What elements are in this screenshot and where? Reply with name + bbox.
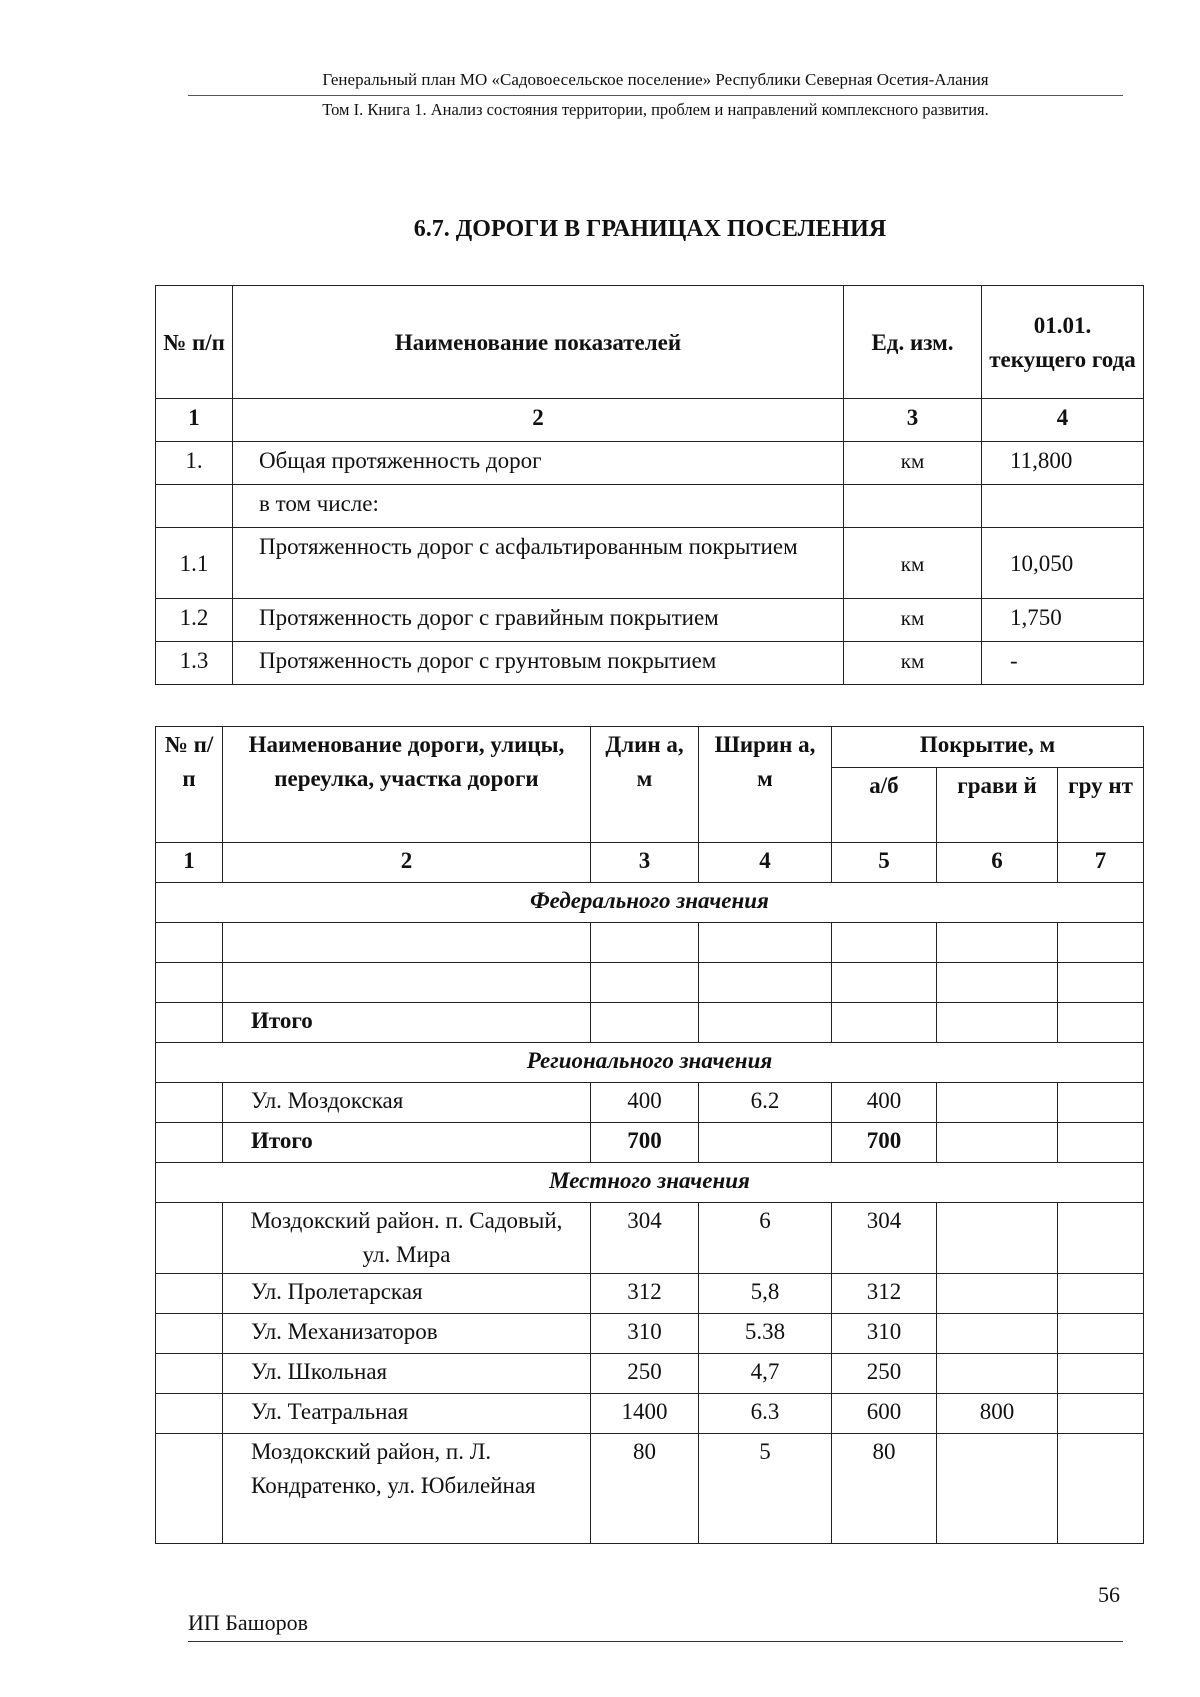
road-asphalt: 250 — [832, 1354, 937, 1394]
road-length: 304 — [591, 1203, 699, 1274]
table-row — [156, 923, 1144, 963]
colnum: 1 — [156, 399, 233, 442]
road-asphalt: 80 — [832, 1434, 937, 1544]
header-divider — [188, 95, 1123, 96]
row-name: Протяженность дорог с грунтовым покрытием — [233, 642, 844, 685]
row-value: 11,800 — [982, 442, 1144, 485]
table-row — [156, 599, 1144, 642]
page-number: 56 — [1098, 1582, 1120, 1607]
table-row — [156, 963, 1144, 1003]
road-asphalt: 600 — [832, 1394, 937, 1434]
road-width: 6 — [699, 1203, 832, 1274]
road-name: Ул. Пролетарская — [223, 1274, 591, 1314]
header-length: Длин а, м — [591, 727, 699, 843]
road-gravel — [937, 1434, 1058, 1544]
road-asphalt: 400 — [832, 1083, 937, 1123]
colnum: 5 — [832, 843, 937, 883]
row-num: 1. — [156, 442, 233, 485]
row-value: 10,050 — [982, 528, 1144, 599]
table-row — [156, 1083, 1144, 1123]
colnum: 6 — [937, 843, 1058, 883]
row-value: 1,750 — [982, 599, 1144, 642]
road-length: 80 — [591, 1434, 699, 1544]
row-unit: км — [844, 642, 982, 685]
table-row — [156, 1394, 1144, 1434]
row-unit: км — [844, 442, 982, 485]
road-asphalt: 312 — [832, 1274, 937, 1314]
row-num: 1.2 — [156, 599, 233, 642]
header-gravel: грави й — [937, 768, 1058, 843]
row-name: Протяженность дорог с гравийным покрытием — [233, 599, 844, 642]
total-asphalt: 700 — [832, 1123, 937, 1163]
road-name: Ул. Механизаторов — [223, 1314, 591, 1354]
section-row-local — [156, 1163, 1144, 1203]
colnum: 3 — [591, 843, 699, 883]
header-num: № п/п — [156, 286, 233, 399]
footer-divider — [188, 1641, 1123, 1642]
table-row — [156, 1434, 1144, 1544]
table-row — [156, 642, 1144, 685]
header-num: № п/ п — [156, 727, 223, 843]
table-row — [156, 442, 1144, 485]
road-name: Ул. Школьная — [223, 1354, 591, 1394]
row-name: Общая протяженность дорог — [233, 442, 844, 485]
road-gravel — [937, 1083, 1058, 1123]
road-length: 1400 — [591, 1394, 699, 1434]
column-number-row — [156, 399, 1144, 442]
row-value — [982, 485, 1144, 528]
road-ground — [1058, 1394, 1144, 1434]
header-name: Наименование дороги, улицы, переулка, участка дороги — [223, 727, 591, 843]
road-indicators-table — [155, 285, 1144, 685]
road-width: 5.38 — [699, 1314, 832, 1354]
total-row — [156, 1123, 1144, 1163]
road-gravel — [937, 1314, 1058, 1354]
road-width: 6.3 — [699, 1394, 832, 1434]
header-width: Ширин а, м — [699, 727, 832, 843]
header-date: 01.01. текущего года — [982, 286, 1144, 399]
row-name: в том числе: — [233, 485, 844, 528]
row-num: 1.1 — [156, 528, 233, 599]
road-ground — [1058, 1354, 1144, 1394]
header-asphalt: а/б — [832, 768, 937, 843]
colnum: 2 — [233, 399, 844, 442]
table-row — [156, 1203, 1144, 1274]
column-number-row — [156, 843, 1144, 883]
total-row — [156, 1003, 1144, 1043]
total-label: Итого — [223, 1003, 591, 1043]
header-unit: Ед. изм. — [844, 286, 982, 399]
road-name: Моздокский район. п. Садовый, ул. Мира — [223, 1203, 591, 1274]
total-length: 700 — [591, 1123, 699, 1163]
road-name: Моздокский район, п. Л. Кондратенко, ул. Юбилейная — [223, 1434, 591, 1544]
road-name: Ул. Театральная — [223, 1394, 591, 1434]
header-name: Наименование показателей — [233, 286, 844, 399]
road-width: 4,7 — [699, 1354, 832, 1394]
road-ground — [1058, 1203, 1144, 1274]
section-row-regional — [156, 1043, 1144, 1083]
colnum: 2 — [223, 843, 591, 883]
section-title: Федерального значения — [156, 883, 1144, 923]
section-title: Местного значения — [156, 1163, 1144, 1203]
footer-author: ИП Башоров — [188, 1610, 309, 1635]
row-value: - — [982, 642, 1144, 685]
road-name: Ул. Моздокская — [223, 1083, 591, 1123]
table-row — [156, 1314, 1144, 1354]
row-unit: км — [844, 528, 982, 599]
road-ground — [1058, 1274, 1144, 1314]
colnum: 7 — [1058, 843, 1144, 883]
road-gravel: 800 — [937, 1394, 1058, 1434]
section-row-federal — [156, 883, 1144, 923]
road-ground — [1058, 1083, 1144, 1123]
road-length: 250 — [591, 1354, 699, 1394]
header-ground: гру нт — [1058, 768, 1144, 843]
table-row — [156, 1354, 1144, 1394]
road-gravel — [937, 1354, 1058, 1394]
road-width: 5,8 — [699, 1274, 832, 1314]
colnum: 1 — [156, 843, 223, 883]
table-row — [156, 1274, 1144, 1314]
row-num: 1.3 — [156, 642, 233, 685]
row-unit — [844, 485, 982, 528]
table-header-row — [156, 286, 1144, 399]
total-label: Итого — [223, 1123, 591, 1163]
row-num — [156, 485, 233, 528]
running-header-title: Генеральный план МО «Садовоесельское поселение» Республики Северная Осетия-Алания — [322, 70, 989, 89]
road-asphalt: 310 — [832, 1314, 937, 1354]
section-title: 6.7. ДОРОГИ В ГРАНИЦАХ ПОСЕЛЕНИЯ — [413, 216, 887, 242]
roads-list-table — [155, 726, 1144, 1544]
road-gravel — [937, 1274, 1058, 1314]
row-unit: км — [844, 599, 982, 642]
colnum: 3 — [844, 399, 982, 442]
road-ground — [1058, 1314, 1144, 1354]
road-length: 400 — [591, 1083, 699, 1123]
road-asphalt: 304 — [832, 1203, 937, 1274]
colnum: 4 — [982, 399, 1144, 442]
road-length: 312 — [591, 1274, 699, 1314]
road-ground — [1058, 1434, 1144, 1544]
running-header-subtitle: Том I. Книга 1. Анализ состояния территории, проблем и направлений комплексного развития. — [322, 100, 989, 119]
header-cover: Покрытие, м — [832, 727, 1144, 768]
colnum: 4 — [699, 843, 832, 883]
road-width: 5 — [699, 1434, 832, 1544]
road-gravel — [937, 1203, 1058, 1274]
table-row — [156, 485, 1144, 528]
road-width: 6.2 — [699, 1083, 832, 1123]
section-title: Регионального значения — [156, 1043, 1144, 1083]
row-name: Протяженность дорог с асфальтированным покрытием — [233, 528, 844, 599]
road-length: 310 — [591, 1314, 699, 1354]
table-row — [156, 528, 1144, 599]
table-header-row — [156, 727, 1144, 768]
